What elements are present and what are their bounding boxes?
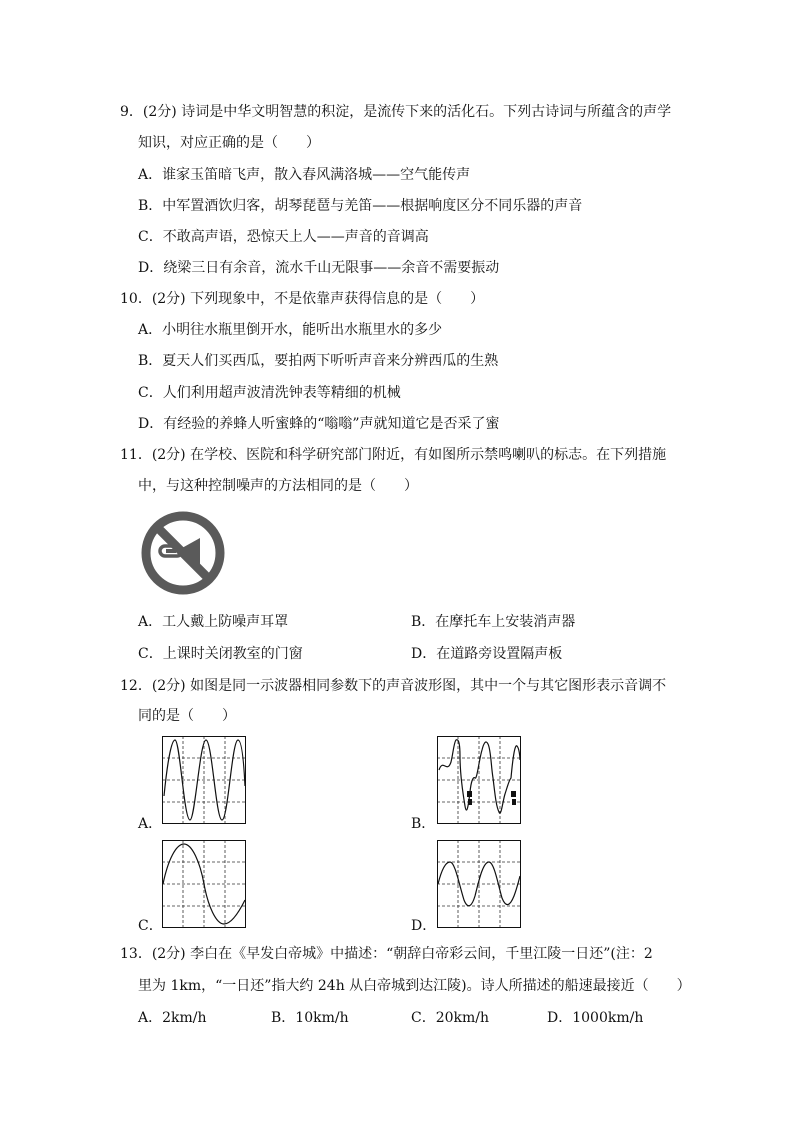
no-horn-sign-icon bbox=[140, 510, 226, 596]
q10-option-a: A．小明往水瓶里倒开水，能听出水瓶里水的多少 bbox=[138, 322, 443, 338]
q9-option-d: D．绕梁三日有余音，流水千山无限事——余音不需要振动 bbox=[138, 260, 500, 276]
q12-waveform-c bbox=[162, 840, 246, 928]
q9-option-c: C．不敢高声语，恐惊天上人——声音的音调高 bbox=[138, 229, 429, 245]
q12-waveform-a bbox=[162, 736, 246, 824]
q12-waveform-d bbox=[437, 840, 521, 928]
q12-label-d: D． bbox=[411, 918, 437, 934]
q11-option-c: C．上课时关闭教室的门窗 bbox=[138, 646, 303, 662]
q13-option-d: D．1000km/h bbox=[547, 1010, 644, 1026]
q11-option-d: D．在道路旁设置隔声板 bbox=[411, 646, 563, 662]
q9-option-b: B．中军置酒饮归客，胡琴琵琶与羌笛——根据响度区分不同乐器的声音 bbox=[138, 198, 583, 214]
q11-stem-line2: 中，与这种控制噪声的方法相同的是（ ） bbox=[138, 478, 418, 494]
q12-label-a: A． bbox=[138, 816, 163, 832]
q13-stem-line2: 里为 1km，“一日还”指大约 24h 从白帝城到达江陵)。诗人所描述的船速最接近（ ） bbox=[138, 978, 691, 994]
q9-stem-line1: 9．(2分) 诗词是中华文明智慧的积淀，是流传下来的活化石。下列古诗词与所蕴含的声学 bbox=[120, 104, 672, 120]
q13-stem-line1: 13．(2分) 李白在《早发白帝城》中描述：“朝辞白帝彩云间，千里江陵一日还”(注：2 bbox=[120, 946, 653, 962]
q9-stem-line2: 知识，对应正确的是（ ） bbox=[138, 135, 320, 151]
q12-stem-line2: 同的是（ ） bbox=[138, 708, 236, 724]
q10-option-b: B．夏天人们买西瓜，要拍两下听听声音来分辨西瓜的生熟 bbox=[138, 353, 499, 369]
q9-option-a: A．谁家玉笛暗飞声，散入春风满洛城——空气能传声 bbox=[138, 167, 471, 183]
q13-option-c: C．20km/h bbox=[411, 1010, 490, 1026]
q12-waveform-b bbox=[437, 736, 521, 824]
q12-stem-line1: 12．(2分) 如图是同一示波器相同参数下的声音波形图，其中一个与其它图形表示音调不 bbox=[120, 678, 667, 694]
q11-option-a: A．工人戴上防噪声耳罩 bbox=[138, 614, 289, 630]
q12-label-b: B． bbox=[411, 816, 436, 832]
q11-stem-line1: 11．(2分) 在学校、医院和科学研究部门附近，有如图所示禁鸣喇叭的标志。在下列措施 bbox=[120, 447, 667, 463]
q13-option-b: B．10km/h bbox=[271, 1010, 349, 1026]
q13-option-a: A．2km/h bbox=[138, 1010, 207, 1026]
q11-option-b: B．在摩托车上安装消声器 bbox=[411, 614, 576, 630]
q10-option-c: C．人们利用超声波清洗钟表等精细的机械 bbox=[138, 385, 401, 401]
q10-option-d: D．有经验的养蜂人听蜜蜂的“嗡嗡”声就知道它是否采了蜜 bbox=[138, 416, 500, 432]
q10-stem-line1: 10．(2分) 下列现象中，不是依靠声获得信息的是（ ） bbox=[120, 291, 485, 307]
q12-label-c: C． bbox=[138, 918, 163, 934]
